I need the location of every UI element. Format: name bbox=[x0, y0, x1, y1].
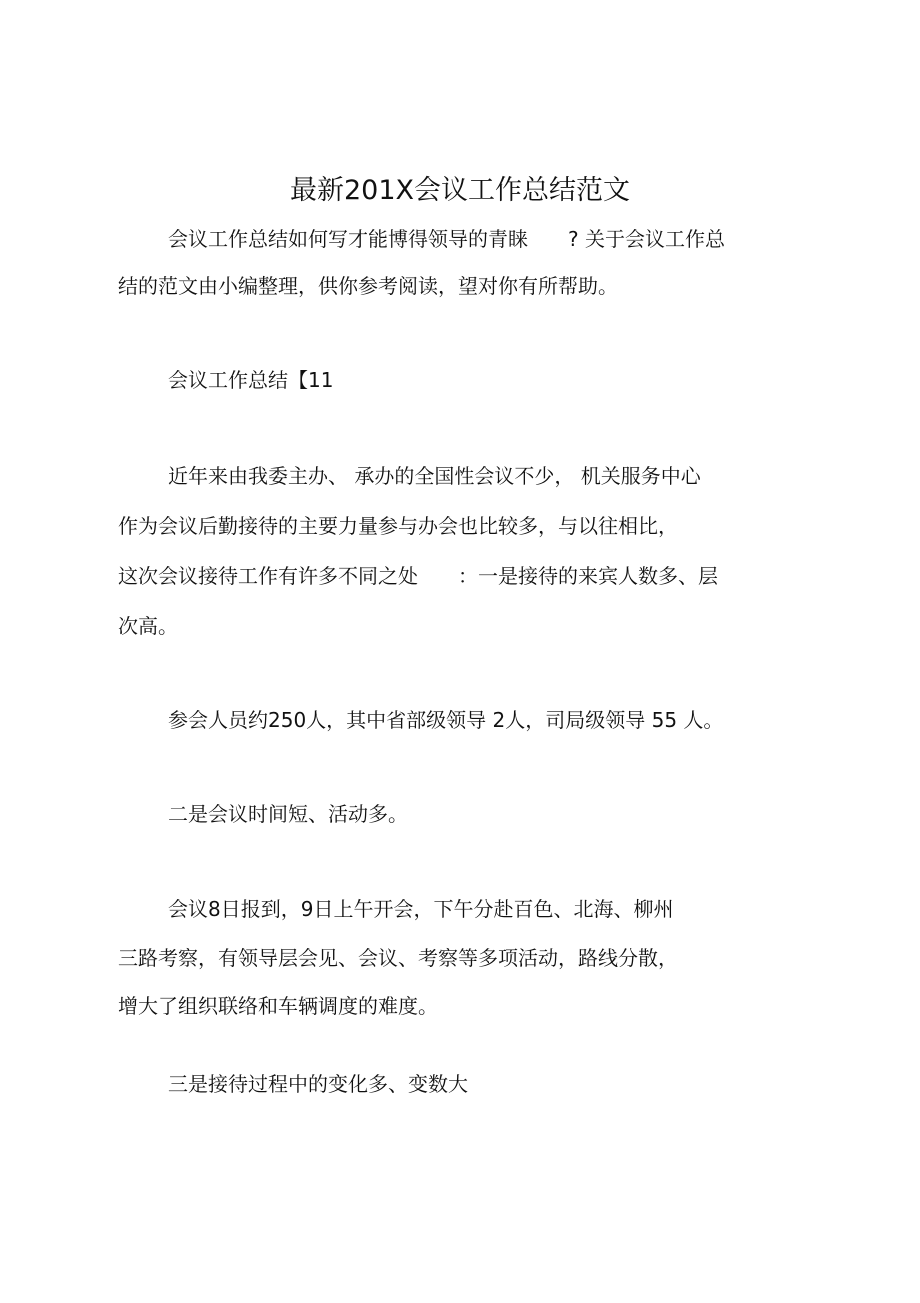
paragraph-2: 参会人员约250人，其中省部级领导 2人，司局级领导 55 人。 bbox=[168, 708, 724, 732]
paragraph-1-line-4: 次高。 bbox=[118, 614, 178, 638]
intro-line-1: 会议工作总结如何写才能博得领导的青睐 ? 关于会议工作总 bbox=[168, 227, 725, 251]
section-heading: 会议工作总结【11 bbox=[168, 368, 334, 392]
paragraph-4-line-3: 增大了组织联络和车辆调度的难度。 bbox=[118, 994, 438, 1018]
paragraph-4-line-1: 会议8日报到，9日上午开会，下午分赴百色、北海、柳州 bbox=[168, 897, 674, 921]
intro-line-2: 结的范文由小编整理，供你参考阅读，望对你有所帮助。 bbox=[118, 274, 618, 298]
paragraph-1-line-3: 这次会议接待工作有许多不同之处 ：一是接待的来宾人数多、层 bbox=[118, 564, 718, 588]
paragraph-3: 二是会议时间短、活动多。 bbox=[168, 802, 408, 826]
document-title: 最新201X会议工作总结范文 bbox=[289, 175, 631, 206]
paragraph-5: 三是接待过程中的变化多、变数大 bbox=[168, 1072, 468, 1096]
paragraph-4-line-2: 三路考察，有领导层会见、会议、考察等多项活动，路线分散， bbox=[118, 946, 678, 970]
paragraph-1-line-2: 作为会议后勤接待的主要力量参与办会也比较多，与以往相比， bbox=[118, 514, 678, 538]
paragraph-1-line-1: 近年来由我委主办、 承办的全国性会议不少， 机关服务中心 bbox=[168, 464, 701, 488]
